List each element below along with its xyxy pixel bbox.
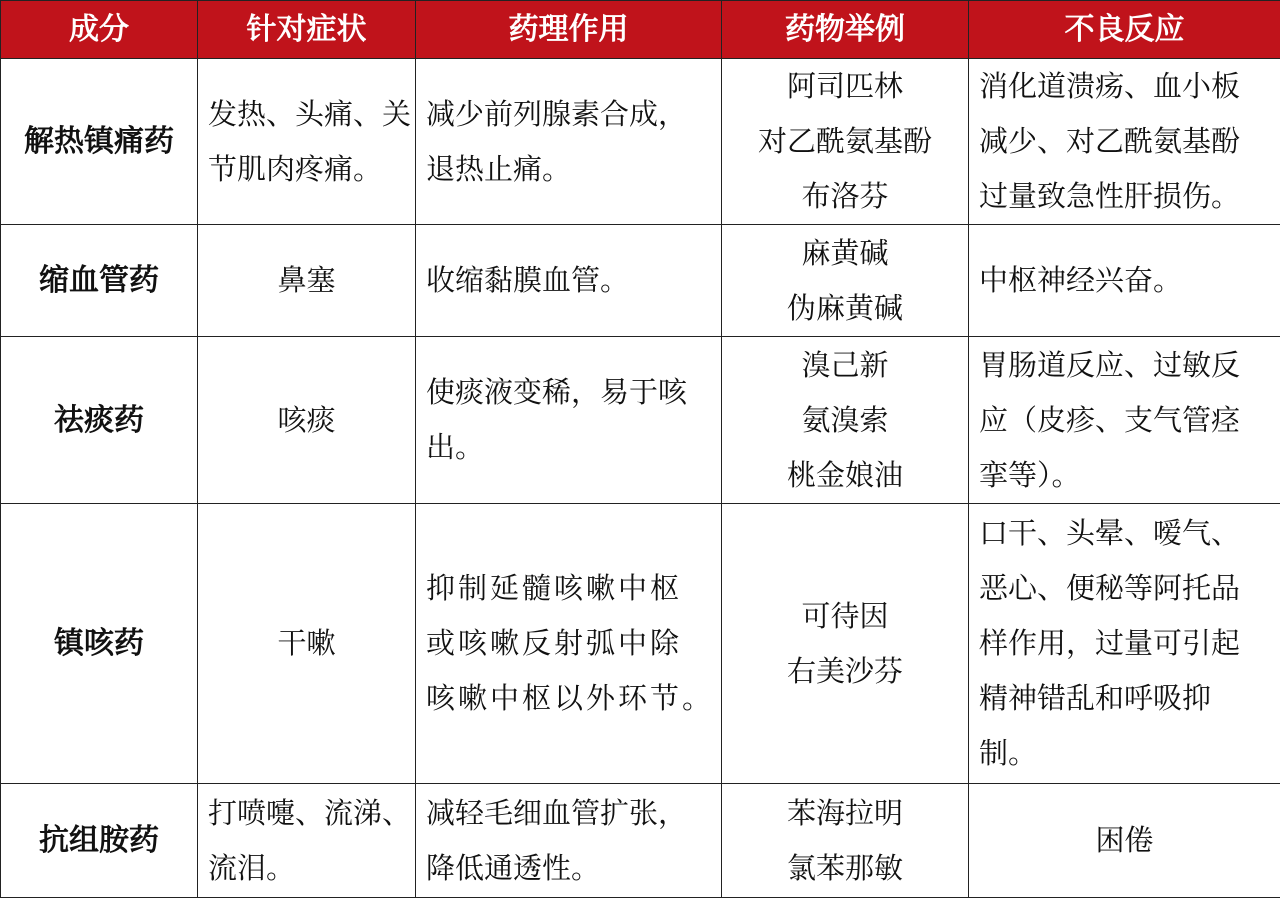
symptom-line: 咳痰 <box>204 393 409 448</box>
header-ingredient: 成分 <box>1 1 198 59</box>
adverse-line: 挛等）。 <box>979 448 1274 503</box>
header-examples: 药物举例 <box>722 1 969 59</box>
action-line: 降低通透性。 <box>426 841 715 896</box>
symptom-cell <box>198 337 416 504</box>
examples-cell <box>722 504 969 784</box>
example-drug: 麻黄碱 <box>728 226 962 281</box>
example-drug: 可待因 <box>728 589 962 644</box>
adverse-line: 应（皮疹、支气管痉 <box>979 393 1274 448</box>
examples-cell <box>722 784 969 898</box>
table-row <box>1 59 1280 225</box>
example-drug: 阿司匹林 <box>728 59 962 114</box>
example-drug: 桃金娘油 <box>728 448 962 503</box>
symptom-line: 发热、头痛、关 <box>208 87 409 142</box>
example-drug: 布洛芬 <box>728 169 962 224</box>
ingredient-cell: 抗组胺药 <box>1 784 198 898</box>
ingredient-cell: 祛痰药 <box>1 337 198 504</box>
symptom-line: 鼻塞 <box>204 253 409 308</box>
action-cell <box>416 504 722 784</box>
ingredient-cell: 缩血管药 <box>1 225 198 337</box>
header-adverse: 不良反应 <box>969 1 1280 59</box>
adverse-line: 困倦 <box>975 813 1274 868</box>
examples-cell <box>722 59 969 225</box>
adverse-line: 减少、对乙酰氨基酚 <box>979 114 1274 169</box>
example-drug: 氯苯那敏 <box>728 841 962 896</box>
action-line: 减少前列腺素合成， <box>426 87 715 142</box>
symptom-line: 打喷嚏、流涕、 <box>208 786 409 841</box>
example-drug: 氨溴索 <box>728 393 962 448</box>
adverse-cell <box>969 784 1280 898</box>
example-drug: 溴己新 <box>728 338 962 393</box>
example-drug: 苯海拉明 <box>728 786 962 841</box>
symptom-cell <box>198 225 416 337</box>
adverse-line: 样作用，过量可引起 <box>979 616 1274 671</box>
symptom-line: 干嗽 <box>204 616 409 671</box>
adverse-line: 过量致急性肝损伤。 <box>979 169 1274 224</box>
symptom-cell <box>198 784 416 898</box>
action-cell <box>416 337 722 504</box>
ingredient-cell: 解热镇痛药 <box>1 59 198 225</box>
table-row <box>1 784 1280 898</box>
adverse-line: 中枢神经兴奋。 <box>979 253 1274 308</box>
adverse-cell <box>969 504 1280 784</box>
action-line: 收缩黏膜血管。 <box>426 253 715 308</box>
table-row <box>1 337 1280 504</box>
table-header-row <box>1 1 1280 59</box>
adverse-line: 胃肠道反应、过敏反 <box>979 338 1274 393</box>
symptom-cell <box>198 504 416 784</box>
action-line: 或咳嗽反射弧中除 <box>426 616 715 671</box>
action-line: 抑制延髓咳嗽中枢 <box>426 561 715 616</box>
adverse-cell <box>969 59 1280 225</box>
adverse-cell <box>969 337 1280 504</box>
ingredient-cell: 镇咳药 <box>1 504 198 784</box>
adverse-line: 恶心、便秘等阿托品 <box>979 561 1274 616</box>
action-line: 使痰液变稀，易于咳 <box>426 365 715 420</box>
action-cell <box>416 225 722 337</box>
example-drug: 对乙酰氨基酚 <box>728 114 962 169</box>
action-line: 出。 <box>426 420 715 475</box>
adverse-line: 口干、头晕、嗳气、 <box>979 506 1274 561</box>
example-drug: 右美沙芬 <box>728 644 962 699</box>
adverse-line: 制。 <box>979 726 1274 781</box>
header-symptom: 针对症状 <box>198 1 416 59</box>
action-line: 退热止痛。 <box>426 142 715 197</box>
action-line: 咳嗽中枢以外环节。 <box>426 671 715 726</box>
adverse-line: 精神错乱和呼吸抑 <box>979 671 1274 726</box>
table-row <box>1 225 1280 337</box>
examples-cell <box>722 225 969 337</box>
symptom-line: 流泪。 <box>208 841 409 896</box>
example-drug: 伪麻黄碱 <box>728 281 962 336</box>
action-cell <box>416 784 722 898</box>
adverse-cell <box>969 225 1280 337</box>
header-action: 药理作用 <box>416 1 722 59</box>
examples-cell <box>722 337 969 504</box>
symptom-cell <box>198 59 416 225</box>
adverse-line: 消化道溃疡、血小板 <box>979 59 1274 114</box>
table-row <box>1 504 1280 784</box>
action-cell <box>416 59 722 225</box>
action-line: 减轻毛细血管扩张， <box>426 786 715 841</box>
symptom-line: 节肌肉疼痛。 <box>208 142 409 197</box>
